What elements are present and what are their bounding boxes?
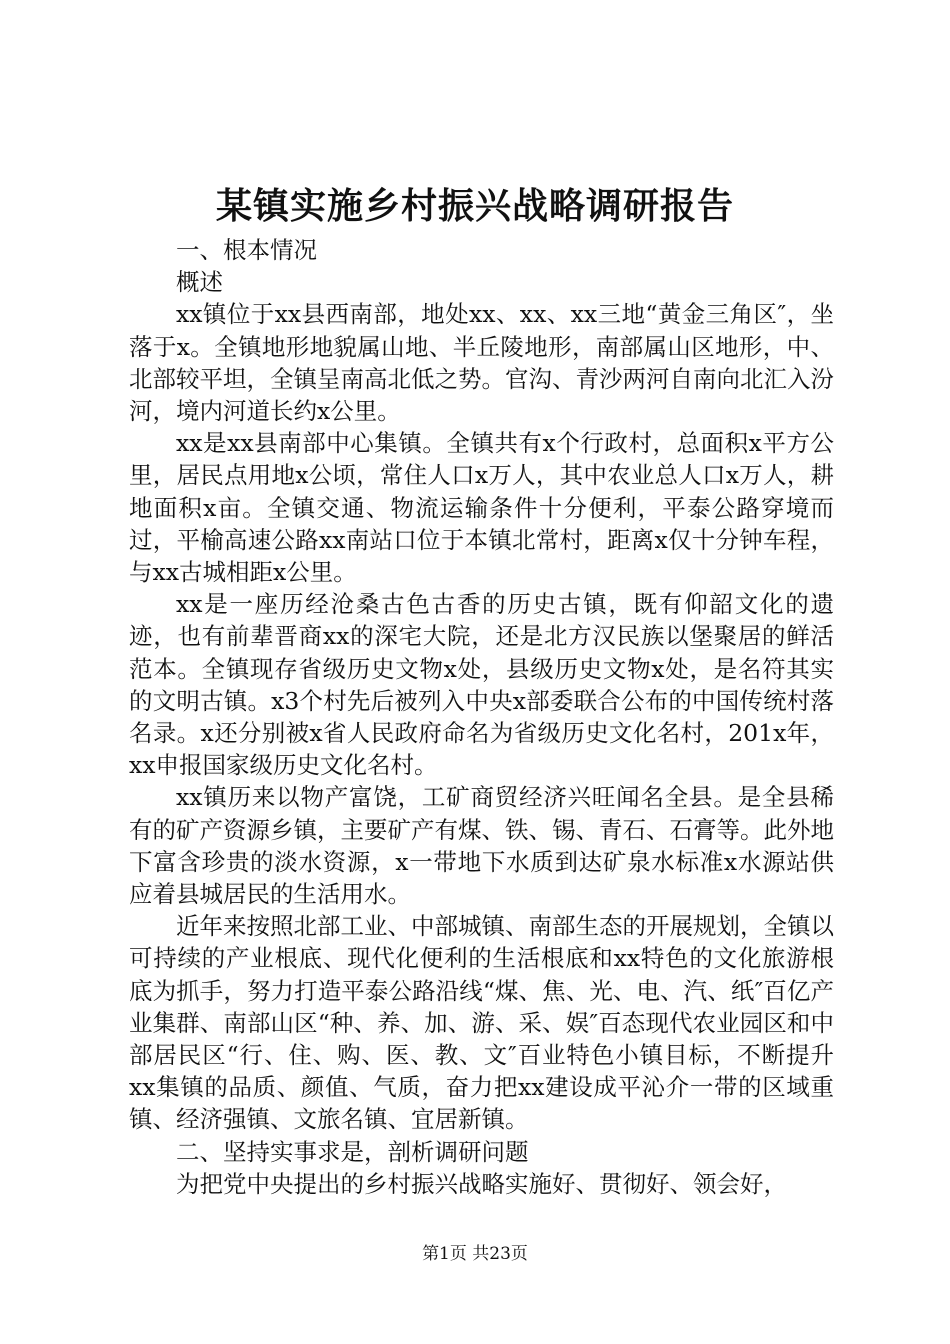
paragraph-resources: xx镇历来以物产富饶，工矿商贸经济兴旺闻名全县。是全县稀有的矿产资源乡镇，主要矿产有煤、铁、锡、青石、石膏等。此外地下富含珍贵的淡水资源，x一带地下水质到达矿泉水标准x水源站供应着县城居民的生活用水。 [129,783,834,909]
section-heading-2: 二、坚持实事求是，剖析调研问题 [176,1137,529,1166]
paragraph-history: xx是一座历经沧桑古色古香的历史古镇，既有仰韶文化的遗迹，也有前辈晋商xx的深宅大院，还是北方汉民族以堡聚居的鲜活范本。全镇现存省级历史文物x处，县级历史文物x处，是名符其实的文明古镇。x3个村先后被列入中央x部委联合公布的中国传统村落名录。x还分别被x省人民政府命名为省级历史文化名村，201x年，xx申报国家级历史文化名村。 [129,590,834,780]
paragraph-center-town: xx是xx县南部中心集镇。全镇共有x个行政村，总面积x平方公里，居民点用地x公顷，常住人口x万人，其中农业总人口x万人，耕地面积x亩。全镇交通、物流运输条件十分便利，平泰公路穿境而过，平榆高速公路xx南站口位于本镇北常村，距离x仅十分钟车程，与xx古城相距x公里。 [129,429,834,587]
paragraph-development: 近年来按照北部工业、中部城镇、南部生态的开展规划，全镇以可持续的产业根底、现代化便利的生活根底和xx特色的文化旅游根底为抓手，努力打造平泰公路沿线“煤、焦、光、电、汽、纸″百亿产业集群、南部山区“种、养、加、游、采、娱″百态现代农业园区和中部居民区“行、住、购、医、教、文″百业特色小镇目标，不断提升xx集镇的品质、颜值、气质，奋力把xx建设成平沁介一带的区域重镇、经济强镇、文旅名镇、宜居新镇。 [129,912,834,1134]
section-heading-1: 一、根本情况 [176,236,317,264]
subheading-overview: 概述 [176,268,223,297]
page-footer: 第1页 共23页 [422,1244,528,1264]
paragraph-location: xx镇位于xx县西南部，地处xx、xx、xx三地“黄金三角区″，坐落于x。全镇地形地貌属山地、半丘陵地形，南部属山区地形，中、北部较平坦，全镇呈南高北低之势。官沟、青沙两河自南向北汇入汾河，境内河道长约x公里。 [129,300,834,426]
paragraph-implementation: 为把党中央提出的乡村振兴战略实施好、贯彻好、领会好， [176,1169,787,1198]
document-title: 某镇实施乡村振兴战略调研报告 [215,185,734,227]
document-body [129,234,834,1200]
